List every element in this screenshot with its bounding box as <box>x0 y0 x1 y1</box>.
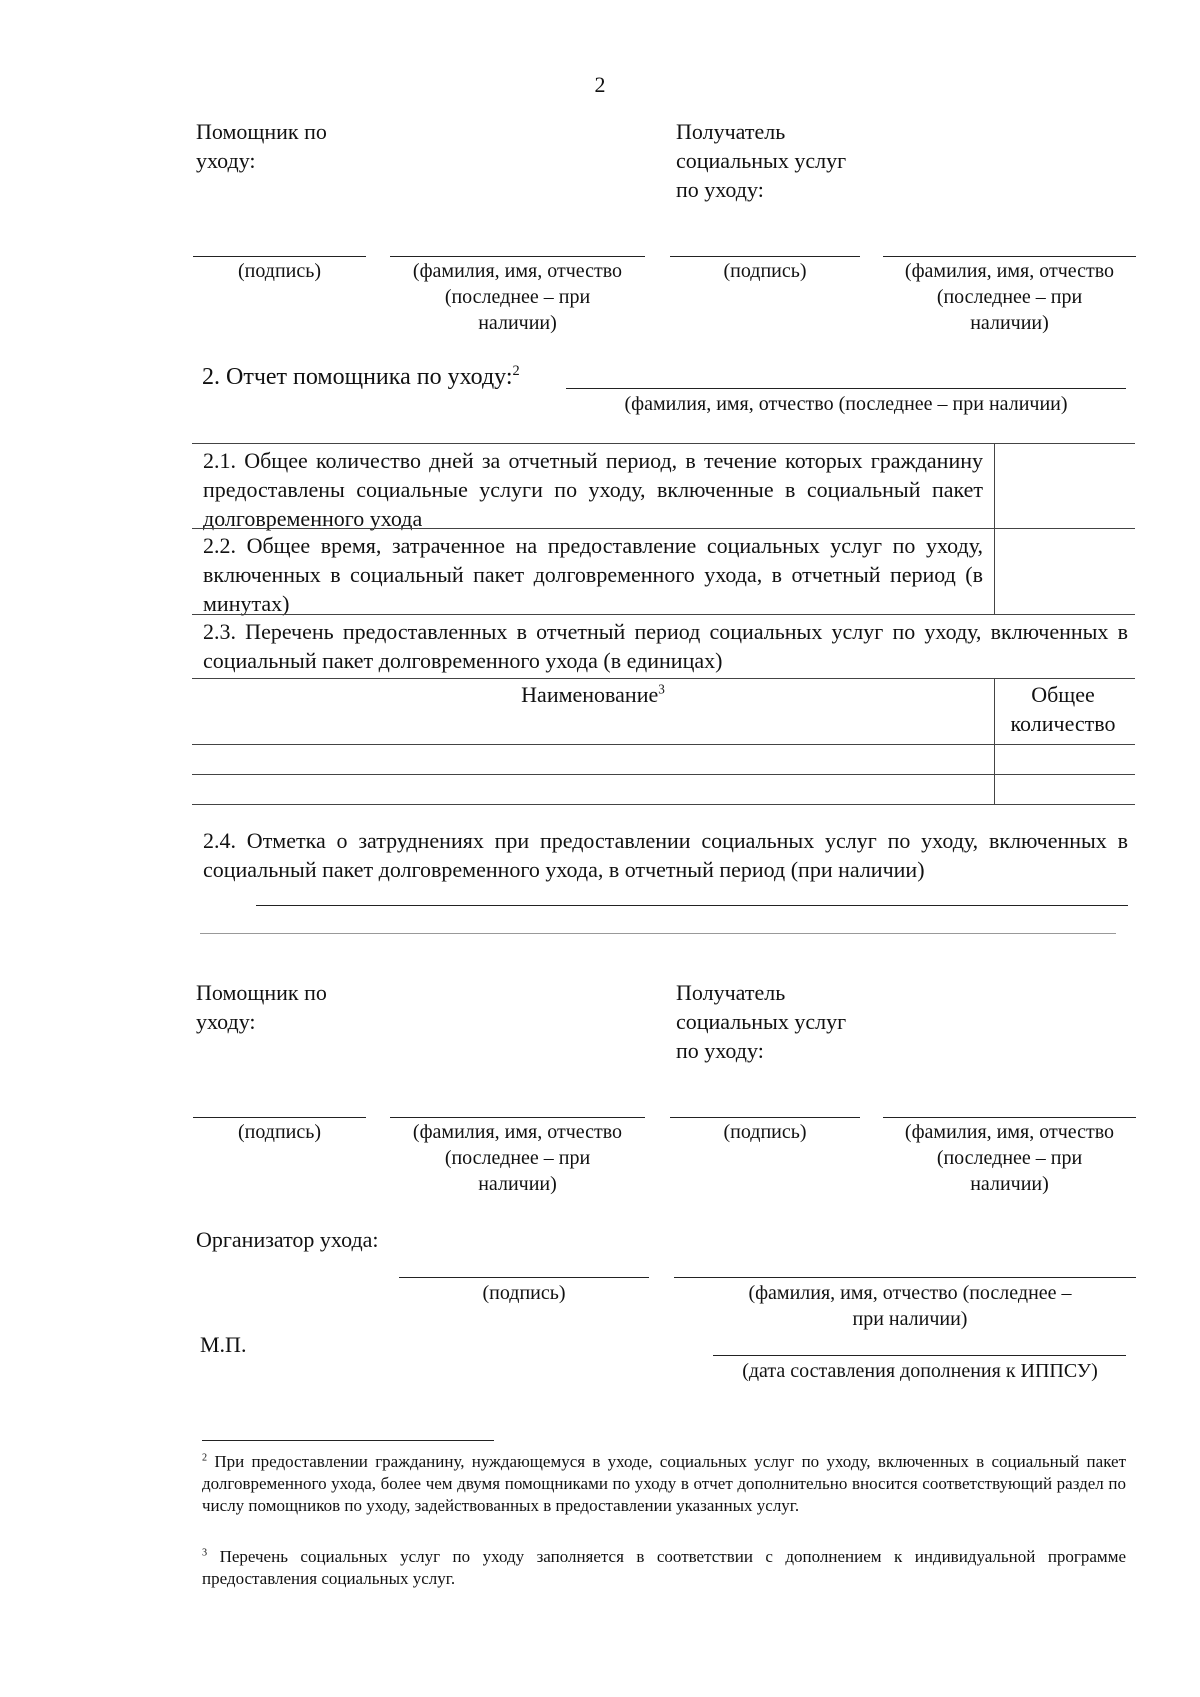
table-border <box>192 614 1135 615</box>
fio-caption <box>878 258 1141 336</box>
recipient-signature-line[interactable] <box>670 1117 860 1118</box>
date-caption: (дата составления дополнения к ИППСУ) <box>742 1360 1098 1382</box>
fio-caption-line: (последнее – при <box>444 286 591 308</box>
organizer-label: Организатор ухода: <box>196 1227 379 1252</box>
item-2-2-value-cell[interactable] <box>996 530 1134 612</box>
item-2-3-text: 2.3. Перечень предоставленных в отчетный период социальных услуг по уходу, включенных в социальный пакет долговременного ухода (в единицах) <box>203 619 1128 673</box>
assistant-signature-line[interactable] <box>193 1117 366 1118</box>
report-heading-text: 2. Отчет помощника по уходу: <box>202 364 513 390</box>
date-line[interactable] <box>713 1355 1126 1356</box>
item-2-4-text: 2.4. Отметка о затруднениях при предоставлении социальных услуг по уходу, включенных в социальный пакет долговременного ухода, в отчетный период (при наличии) <box>203 828 1128 882</box>
fio-caption-line: (последнее – при <box>936 286 1083 308</box>
signature-caption: (подпись) <box>237 1121 322 1143</box>
organizer-fio-line[interactable] <box>674 1277 1136 1278</box>
fio-caption-line: (фамилия, имя, отчество <box>904 260 1115 282</box>
recipient-label: Получатель социальных услуг по уходу: <box>676 119 847 202</box>
fio-caption-line: (последнее – при <box>444 1147 591 1169</box>
table-border <box>994 678 995 804</box>
report-fio-caption: (фамилия, имя, отчество (последнее – при наличии) <box>624 393 1068 415</box>
recipient-fio-line[interactable] <box>883 256 1136 257</box>
organizer-fio-caption <box>700 1280 1120 1332</box>
footnote-text: При предоставлении гражданину, нуждающемуся в уходе, социальных услуг по уходу, включенных в социальный пакет долговременного ухода, более чем двумя помощниками по уходу в отчет дополнительно вносится соответствующий раздел по числу помощников по уходу, задействованных в предоставлении указанных услуг. <box>202 1452 1127 1515</box>
difficulties-line[interactable] <box>256 905 1128 906</box>
fio-caption-line: наличии) <box>970 1173 1049 1195</box>
organizer-signature-line[interactable] <box>399 1277 649 1278</box>
assistant-label: Помощник по уходу: <box>196 119 327 173</box>
col-header-total: Общее количество <box>1010 682 1116 736</box>
assistant-fio-line[interactable] <box>390 256 645 257</box>
footnote-mark: 2 <box>202 1452 208 1464</box>
fio-caption-line: (фамилия, имя, отчество <box>904 1121 1115 1143</box>
difficulties-line-2[interactable] <box>200 933 1116 934</box>
assistant-fio-line[interactable] <box>390 1117 645 1118</box>
fio-caption-line: (фамилия, имя, отчество <box>412 260 623 282</box>
col-header-name <box>192 680 994 709</box>
table-border <box>192 528 1135 529</box>
assistant-label: Помощник по уходу: <box>196 980 327 1034</box>
fio-caption-line: (фамилия, имя, отчество (последнее – <box>748 1282 1072 1304</box>
service-name-cell[interactable] <box>192 775 993 803</box>
signature-caption: (подпись) <box>723 1121 807 1143</box>
assistant-signature-line[interactable] <box>193 256 366 257</box>
footnote-text: Перечень социальных услуг по уходу заполняется в соответствии с дополнением к индивидуальной программе предоставления социальных услуг. <box>202 1547 1126 1588</box>
fio-caption-line: наличии) <box>478 312 557 334</box>
service-total-cell[interactable] <box>996 775 1134 803</box>
service-name-cell[interactable] <box>192 745 993 773</box>
footnote-3 <box>202 1546 1126 1590</box>
footnote-separator <box>202 1440 494 1441</box>
recipient-fio-line[interactable] <box>883 1117 1136 1118</box>
report-assistant-fio-line[interactable] <box>566 388 1126 389</box>
fio-caption <box>385 258 650 336</box>
fio-caption <box>878 1119 1141 1197</box>
recipient-signature-line[interactable] <box>670 256 860 257</box>
fio-caption-line: наличии) <box>970 312 1049 334</box>
footnote-ref: 2 <box>512 363 520 379</box>
report-heading <box>202 362 520 392</box>
footnote-mark: 3 <box>202 1547 208 1559</box>
signature-caption: (подпись) <box>482 1282 566 1304</box>
fio-caption-line: (последнее – при <box>936 1147 1083 1169</box>
service-total-cell[interactable] <box>996 745 1134 773</box>
stamp-label: М.П. <box>200 1332 247 1357</box>
page-number: 2 <box>594 72 606 97</box>
col-header-name-text: Наименование <box>521 682 659 707</box>
item-2-1-value-cell[interactable] <box>996 445 1134 527</box>
fio-caption-line: при наличии) <box>852 1308 968 1330</box>
footnote-2 <box>202 1451 1126 1517</box>
item-2-2-text: 2.2. Общее время, затраченное на предоставление социальных услуг по уходу, включенных в социальный пакет долговременного ухода, в отчетный период (в минутах) <box>203 533 983 616</box>
footnote-ref: 3 <box>658 681 665 697</box>
item-2-1-text: 2.1. Общее количество дней за отчетный период, в течение которых гражданину предоставлены социальные услуги по уходу, включенные в социальный пакет долговременного ухода <box>203 448 983 531</box>
recipient-label: Получатель социальных услуг по уходу: <box>676 980 847 1063</box>
table-border <box>192 804 1135 805</box>
signature-caption: (подпись) <box>723 260 807 282</box>
fio-caption <box>385 1119 650 1197</box>
fio-caption-line: (фамилия, имя, отчество <box>412 1121 623 1143</box>
signature-caption: (подпись) <box>237 260 322 282</box>
fio-caption-line: наличии) <box>478 1173 557 1195</box>
